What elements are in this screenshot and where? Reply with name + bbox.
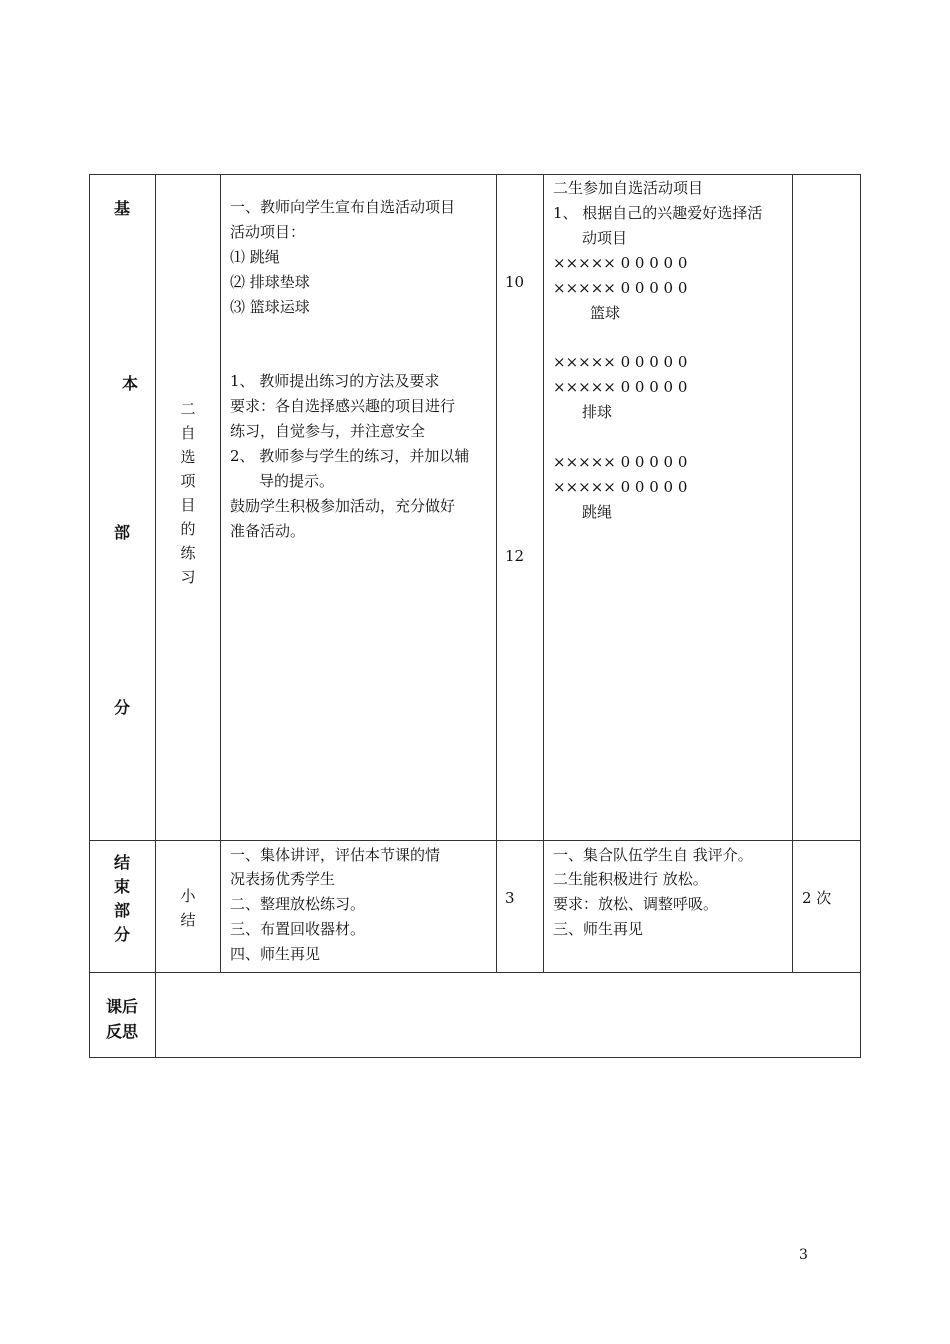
section-label-char: 分 <box>114 698 131 717</box>
teacher-line: 导的提示。 <box>259 472 335 490</box>
reflection-label: 课后 <box>106 997 139 1016</box>
formation-row: ××××× 0 0 0 0 0 <box>553 378 688 396</box>
topic-vertical-text: 二 自 选 项 目 的 练 习 <box>180 400 196 586</box>
teacher-line: 2、 教师参与学生的练习，并加以辅 <box>230 447 470 465</box>
teacher-line: 三、布置回收器材。 <box>230 920 366 938</box>
time-value: 12 <box>505 547 525 565</box>
reflection-label: 反思 <box>106 1022 139 1041</box>
section-label-char: 部 <box>114 523 131 542</box>
teacher-line: 四、师生再见 <box>230 945 321 963</box>
formation-row: ××××× 0 0 0 0 0 <box>553 254 688 272</box>
teacher-line: 练习，自觉参与，并注意安全 <box>230 422 426 440</box>
section-label-char: 本 <box>122 374 139 393</box>
formation-row: ××××× 0 0 0 0 0 <box>553 353 688 371</box>
formation-label: 排球 <box>582 403 613 421</box>
section-label-char: 结 <box>114 853 131 872</box>
teacher-line: 况表扬优秀学生 <box>230 870 336 888</box>
student-line: 二生参加自选活动项目 <box>553 179 704 197</box>
section-label-char: 基 <box>114 199 131 218</box>
teacher-line: 一、教师向学生宣布自选活动项目 <box>230 198 456 216</box>
formation-label: 篮球 <box>590 304 621 322</box>
section-label-char: 束 <box>114 877 131 896</box>
teacher-line: ⑴ 跳绳 <box>230 248 280 266</box>
formation-row: ××××× 0 0 0 0 0 <box>553 478 688 496</box>
formation-label: 跳绳 <box>582 503 613 521</box>
teacher-line: 鼓励学生积极参加活动，充分做好 <box>230 497 456 515</box>
topic-vertical-text: 小 结 <box>180 887 196 929</box>
time-value: 10 <box>505 273 525 291</box>
count-value: 2 次 <box>802 889 832 907</box>
student-line: 一、集合队伍学生自 我评介。 <box>553 846 753 864</box>
formation-row: ××××× 0 0 0 0 0 <box>553 279 688 297</box>
teacher-line: 要求：各自选择感兴趣的项目进行 <box>230 397 456 415</box>
teacher-line: 一、集体讲评，评估本节课的情 <box>230 846 441 864</box>
teacher-line: ⑶ 篮球运球 <box>230 298 310 316</box>
teacher-line: 1、 教师提出练习的方法及要求 <box>230 372 440 390</box>
student-line: 动项目 <box>582 229 628 247</box>
teacher-line: 准备活动。 <box>230 522 306 540</box>
teacher-line: ⑵ 排球垫球 <box>230 273 310 291</box>
student-line: 二生能积极进行 放松。 <box>553 870 708 888</box>
section-label-char: 部 <box>114 901 131 920</box>
student-line: 要求：放松、调整呼吸。 <box>553 895 719 913</box>
formation-row: ××××× 0 0 0 0 0 <box>553 453 688 471</box>
student-line: 1、 根据自己的兴趣爱好选择活 <box>553 204 763 222</box>
teacher-line: 二、整理放松练习。 <box>230 895 366 913</box>
teacher-line: 活动项目： <box>230 223 306 241</box>
time-value: 3 <box>505 889 515 907</box>
page-number: 3 <box>799 1247 808 1263</box>
student-line: 三、师生再见 <box>553 920 644 938</box>
section-label-char: 分 <box>114 925 131 944</box>
